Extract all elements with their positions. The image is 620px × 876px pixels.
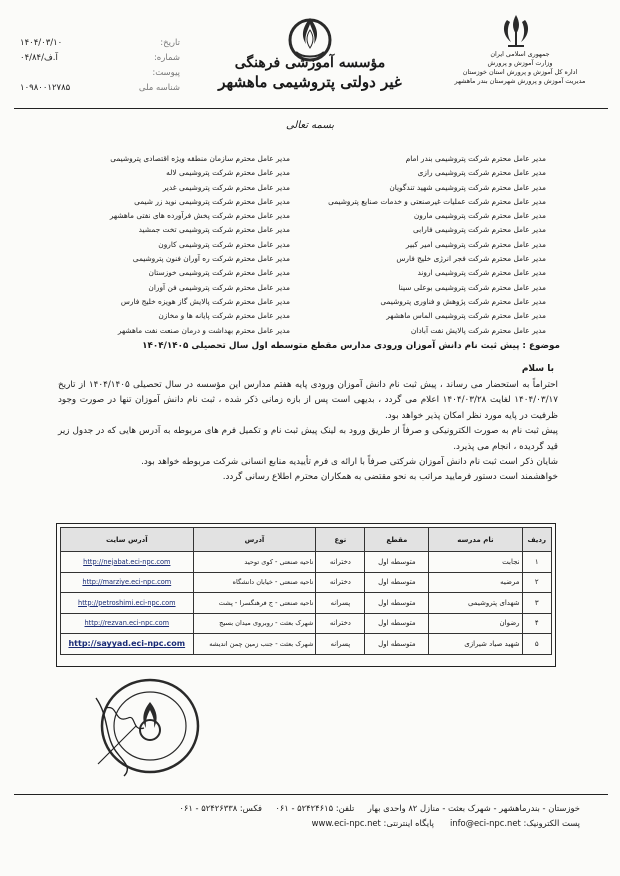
- recipient-item: مدیر عامل محترم شرکت پتروشیمی مارون: [413, 211, 546, 221]
- row-number: ۲: [522, 572, 551, 593]
- school-type: پسرانه: [316, 634, 365, 655]
- date-value: ۱۴۰۴/۰۳/۱۰: [20, 38, 63, 48]
- body-paragraph: احتراماً به استحضار می رساند ، پیش ثبت نام دانش آموزان ورودی پایه هفتم مدارس این مؤسسه در سال تحصیلی ۱۴۰۴/۱۴۰۵ از تاریخ ۱۴۰۴/۰۳/۱۷ لغایت ۱۴۰۴/۰۳/۲۸ اعلام می گردد ، بدیهی است پس از بازه زمانی ذکر شده ، ثبت نام دانش آموزان تنها در صورت وجود ظرفیت در پایه مورد نظر امکان پذیر خواهد بود.: [58, 380, 558, 421]
- school-name: مرضیه: [429, 572, 522, 593]
- recipient-item: مدیر عامل محترم شرکت پخش فرآورده های نفتی ماهشهر: [109, 211, 290, 221]
- column-header: نوع: [316, 528, 365, 552]
- table-row: [61, 613, 552, 634]
- institute-seal: [88, 668, 206, 786]
- school-level: متوسطه اول: [365, 572, 429, 593]
- table-row: [61, 552, 552, 573]
- school-site-link[interactable]: http://rezvan.eci-npc.com: [61, 613, 194, 634]
- school-address: شهرک بعثت - جنب زمین چمن اندیشه: [193, 634, 316, 655]
- ministry-block: [440, 50, 600, 86]
- ministry-line: وزارت آموزش و پرورش: [487, 59, 553, 67]
- number-value: ۰۴/۸۴/آ.ف: [20, 53, 58, 63]
- recipient-item: مدیر عامل محترم شرکت فجر انرژی خلیج فارس: [396, 254, 546, 264]
- school-type: پسرانه: [316, 593, 365, 614]
- institute-name-line1: مؤسسه آموزشی فرهنگی: [234, 55, 386, 71]
- school-name: نجابت: [429, 552, 522, 573]
- column-header: نام مدرسه: [429, 528, 522, 552]
- recipient-item: مدیر عامل محترم شرکت عملیات غیرصنعتی و خدمات صنایع پتروشیمی: [328, 196, 546, 206]
- footer-address: خوزستان - بندرماهشهر - شهرک بعثت - منازل ۸۲ واحدی بهار: [367, 803, 580, 813]
- footer-address-line: [40, 800, 580, 816]
- recipient-item: مدیر عامل محترم شرکت پتروشیمی نوید زر شیمی: [134, 196, 290, 206]
- school-level: متوسطه اول: [365, 593, 429, 614]
- recipient-item: مدیر عامل محترم شرکت پتروشیمی فارابی: [412, 225, 546, 235]
- row-number: ۴: [522, 613, 551, 634]
- row-number: ۵: [522, 634, 551, 655]
- school-type: دخترانه: [316, 572, 365, 593]
- footer-phone: تلفن: ۵۲۴۲۴۶۱۵ - ۰۶۱: [275, 803, 355, 813]
- table-row: [61, 593, 552, 614]
- footer-website-label: پایگاه اینترنتی:: [383, 818, 434, 828]
- school-name: رضوان: [429, 613, 522, 634]
- letter-subject: موضوع : پیش ثبت نام دانش آموزان ورودی مدارس مقطع متوسطه اول سال تحصیلی ۱۴۰۴/۱۴۰۵: [142, 341, 560, 351]
- table-row: [61, 634, 552, 655]
- institute-name: [190, 54, 430, 92]
- recipient-item: مدیر عامل محترم شرکت پتروشیمی کارون: [158, 239, 290, 249]
- column-header: آدرس سایت: [61, 528, 194, 552]
- recipient-item: مدیر عامل محترم شرکت پتروشیمی شهید تندگویان: [389, 182, 546, 192]
- ministry-line: اداره کل آموزش و پرورش استان خوزستان: [462, 68, 578, 76]
- schools-table-frame: [56, 523, 556, 667]
- recipient-item: مدیر عامل محترم شرکت پتروشیمی بندر امام: [405, 154, 546, 163]
- school-type: دخترانه: [316, 552, 365, 573]
- date-label: تاریخ:: [160, 38, 180, 48]
- school-name: شهید صیاد شیرازی: [429, 634, 522, 655]
- recipient-item: مدیر عامل محترم شرکت پتروشیمی فن آوران: [148, 282, 290, 292]
- footer-email-label: پست الکترونیک:: [523, 818, 580, 828]
- school-type: دخترانه: [316, 613, 365, 634]
- body-paragraph: شایان ذکر است ثبت نام دانش آموزان شرکتی صرفاً با ارائه ی فرم تأییدیه منابع انسانی شرکت مربوطه خواهد بود.: [141, 457, 558, 468]
- school-level: متوسطه اول: [365, 552, 429, 573]
- recipient-item: مدیر عامل محترم شرکت پایانه ها و مخازن: [158, 311, 290, 321]
- column-header: ردیف: [522, 528, 551, 552]
- school-level: متوسطه اول: [365, 634, 429, 655]
- recipient-item: مدیر عامل محترم شرکت پتروشیمی بوعلی سینا: [398, 282, 546, 292]
- body-paragraph: پیش ثبت نام به صورت الکترونیکی و صرفاً از طریق ورود به لینک پیش ثبت نام و تکمیل فرم های مربوطه به آدرس هایی که در جدول زیر قید گردیده ، انجام می پذیرد.: [58, 426, 558, 452]
- row-number: ۱: [522, 552, 551, 573]
- letter-body: [58, 378, 558, 486]
- recipient-item: مدیر عامل محترم شرکت پالایش گاز هویزه خلیج فارس: [120, 296, 290, 306]
- recipient-item: مدیر عامل محترم شرکت پتروشیمی خوزستان: [148, 268, 290, 278]
- recipient-item: مدیر عامل محترم بهداشت و درمان صنعت نفت ماهشهر: [117, 325, 290, 335]
- letter-greeting: با سلام: [521, 364, 554, 374]
- header-divider: [14, 108, 608, 109]
- recipient-item: مدیر عامل محترم شرکت پتروشیمی اروند: [417, 268, 546, 278]
- school-site-link[interactable]: http://sayyad.eci-npc.com: [61, 634, 194, 655]
- schools-table: [60, 527, 552, 655]
- recipient-item: مدیر عامل محترم سازمان منطقه ویژه اقتصادی پتروشیمی: [110, 154, 290, 163]
- recipients-right-column: [306, 152, 546, 338]
- school-address: ناحیه صنعتی - ج فرهنگسرا - پشت: [193, 593, 316, 614]
- school-site-link[interactable]: http://petroshimi.eci-npc.com: [61, 593, 194, 614]
- number-label: شماره:: [153, 53, 180, 63]
- footer-fax: فکس: ۵۲۴۲۶۳۳۸ - ۰۶۱: [179, 803, 262, 813]
- footer-email-link[interactable]: info@eci-npc.net: [449, 818, 521, 828]
- school-site-link[interactable]: http://nejabat.eci-npc.com: [61, 552, 194, 573]
- column-header: مقطع: [365, 528, 429, 552]
- column-header: آدرس: [193, 528, 316, 552]
- table-row: [61, 572, 552, 593]
- national-id-label: شناسه ملی: [138, 83, 180, 93]
- recipient-item: مدیر عامل محترم شرکت پژوهش و فناوری پتروشیمی: [380, 296, 546, 306]
- school-address: ناحیه صنعتی - خیابان دانشگاه: [193, 572, 316, 593]
- table-header-row: [61, 528, 552, 552]
- ministry-line: جمهوری اسلامی ایران: [490, 50, 550, 58]
- attachment-label: پیوست:: [152, 68, 180, 78]
- footer-contact-line: [40, 815, 580, 831]
- letter-reference-block: [20, 36, 180, 96]
- national-id-value: ۱۰۹۸۰۰۱۲۷۸۵: [20, 83, 71, 93]
- school-site-link[interactable]: http://marziye.eci-npc.com: [61, 572, 194, 593]
- recipient-item: مدیر عامل محترم شرکت ره آوران فنون پتروشیمی: [132, 254, 290, 264]
- body-paragraph: خواهشمند است دستور فرمایید مراتب به نحو مقتضی به همکاران محترم اطلاع رسانی گردد.: [222, 472, 558, 483]
- recipient-item: مدیر عامل محترم شرکت پتروشیمی لاله: [166, 168, 290, 178]
- recipient-item: مدیر عامل محترم شرکت پتروشیمی رازی: [417, 168, 546, 178]
- recipient-item: مدیر عامل محترم شرکت پتروشیمی الماس ماهشهر: [386, 311, 546, 321]
- school-address: شهرک بعثت - روبروی میدان بسیج: [193, 613, 316, 634]
- recipient-item: مدیر عامل محترم شرکت پتروشیمی غدیر: [162, 182, 290, 192]
- school-address: ناحیه صنعتی - کوی توحید: [193, 552, 316, 573]
- ministry-line: مدیریت آموزش و پرورش شهرستان بندر ماهشهر: [454, 77, 586, 85]
- footer-divider: [14, 794, 608, 795]
- iran-emblem-icon: [496, 12, 536, 50]
- institute-name-line2: غیر دولتی پتروشیمی ماهشهر: [218, 73, 402, 91]
- recipient-item: مدیر عامل محترم شرکت پتروشیمی امیر کبیر: [405, 239, 546, 249]
- school-name: شهدای پتروشیمی: [429, 593, 522, 614]
- school-level: متوسطه اول: [365, 613, 429, 634]
- recipient-item: مدیر عامل محترم شرکت پتروشیمی تخت جمشید: [138, 225, 290, 235]
- recipients-left-column: [60, 152, 290, 338]
- footer-website-link[interactable]: www.eci-npc.net: [311, 818, 381, 828]
- recipient-item: مدیر عامل محترم شرکت پالایش نفت آبادان: [410, 325, 546, 335]
- row-number: ۳: [522, 593, 551, 614]
- bismillah: بسمه تعالی: [285, 120, 335, 131]
